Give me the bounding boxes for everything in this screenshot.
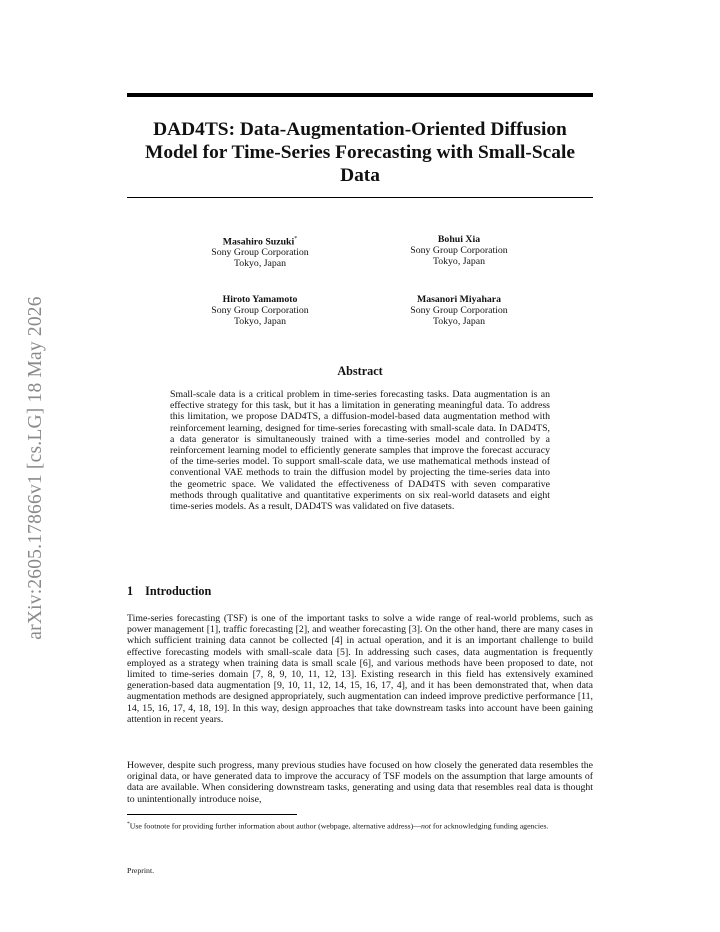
author-location: Tokyo, Japan [432,316,486,327]
footnote-rule [127,814,297,815]
intro-paragraph-1: Time-series forecasting (TSF) is one of the important tasks to solve a wide range of real-world problems, such as power management [1], traffic forecasting [2], and weather forecasting [3]. On the other hand, there are many cases in which sufficient training data cannot be collected [4] in actual operation, and it is an important challenge to build effective forecasting models with small-scale data [5]. In addressing such cases, data augmentation is frequently employed as a strategy when training data is small scale [6], and various methods have been proposed to date, not limited to time-series domain [7, 8, 9, 10, 11, 12, 13]. Existing research in this field has extensively examined generation-based data augmentation [9, 10, 11, 12, 14, 15, 16, 17, 4], and it has been demonstrated that, when data augmentation methods are designed appropriately, such augmentation can indeed improve predictive performance [11, 14, 15, 16, 17, 4, 18, 19]. In this way, design approaches that take downstream tasks into account have been gaining attention in recent years. [127,613,593,725]
author-block [359,294,559,327]
author-location: Tokyo, Japan [233,258,287,270]
section-title: Introduction [145,584,212,598]
author-affiliation: Sony Group Corporation [410,245,508,256]
author-footnote-mark: * [294,236,298,242]
author-name: Masanori Miyahara [416,294,502,305]
abstract-text: Small-scale data is a critical problem in time-series forecasting tasks. Data augmentation is an effective strategy for this task, but it has a limitation in generating meaningful data. To address this limitation, we propose DAD4TS, a diffusion-model-based data augmentation method with reinforcement learning, designed for time-series forecasting with small-scale data. In DAD4TS, a data generator is simultaneously trained with a time-series model and controlled by a reinforcement learning model to efficiently generate samples that improve the forecast accuracy of the time-series model. To support small-scale data, we use mathematical methods instead of conventional VAE methods to train the diffusion model by projecting the time-series data into the geometric space. We validated the effectiveness of DAD4TS with seven comparative methods through qualitative and quantitative experiments on six real-world datasets and eight time-series models. As a result, DAD4TS was validated on five datasets. [170,389,550,513]
arxiv-stamp [14,258,58,678]
author-name: Hiroto Yamamoto [222,294,298,305]
abstract-heading: Abstract [337,364,383,378]
title-bottom-rule [127,197,593,198]
section-heading-introduction [127,584,211,599]
author-affiliation: Sony Group Corporation [410,305,508,316]
section-number: 1 [127,584,134,598]
title-top-rule [127,93,593,97]
author-block [160,294,360,327]
arxiv-stamp-text: arXiv:2605.17866v1 [cs.LG] 18 May 2026 [25,296,46,640]
author-location: Tokyo, Japan [432,256,486,267]
author-name: Bohui Xia [437,234,481,245]
author-block [160,234,360,269]
footnote: *Use footnote for providing further information about author (webpage, alternative address)—not for acknowledging funding agencies. [127,821,549,831]
author-name: Masahiro Suzuki* [222,236,298,248]
author-block [359,234,559,267]
paper-title: DAD4TS: Data-Augmentation-Oriented Diffusion Model for Time-Series Forecasting with Small-Scale Data [145,119,575,186]
intro-paragraph-2: However, despite such progress, many previous studies have focused on how closely the generated data resembles the original data, or have generated data to improve the accuracy of TSF models on the assumption that large amounts of data are available. When considering downstream tasks, generating and using data that resembles real data is thought to unintentionally introduce noise, [127,760,593,805]
author-affiliation: Sony Group Corporation [211,305,309,316]
author-location: Tokyo, Japan [233,316,287,327]
author-affiliation: Sony Group Corporation [211,247,309,259]
preprint-label: Preprint. [127,866,155,875]
footnote-mark: * [127,821,130,827]
